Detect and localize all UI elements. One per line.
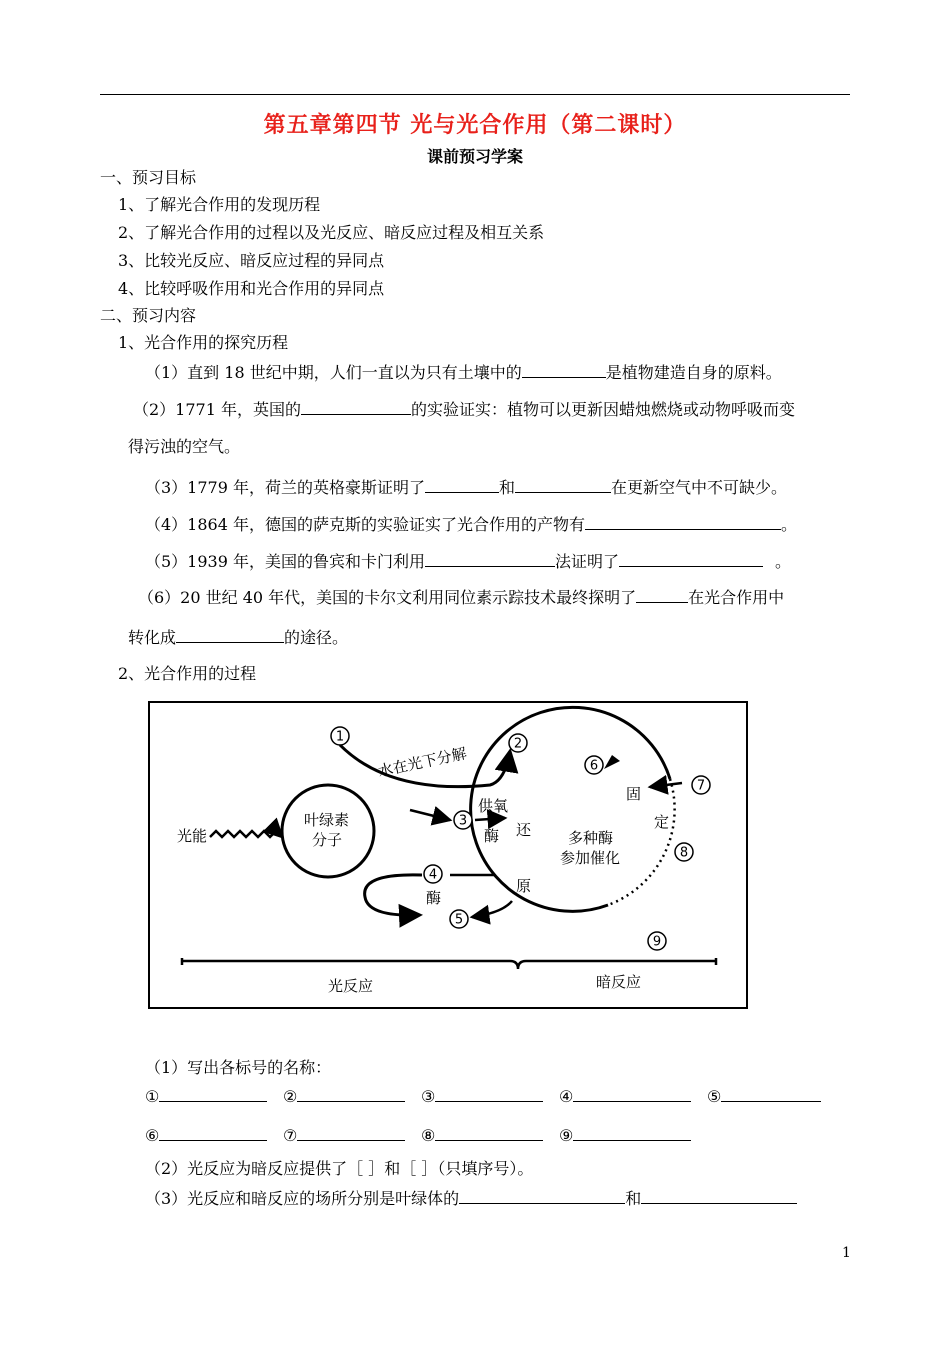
label-marker: ⑤ xyxy=(707,1087,722,1106)
question-location xyxy=(145,1187,797,1209)
answer-blank[interactable] xyxy=(301,398,411,415)
question-2 xyxy=(133,398,795,420)
label-row-2 xyxy=(145,1124,707,1146)
question-text: 。 xyxy=(781,515,798,534)
question-2-cont: 得污浊的空气。 xyxy=(128,437,241,456)
diagram-marker-5: 5 xyxy=(454,912,464,928)
question-text: （3）光反应和暗反应的场所分别是叶绿体的 xyxy=(145,1189,460,1208)
question-text: 的实验证实：植物可以更新因蜡烛燃烧或动物呼吸而变 xyxy=(411,400,796,419)
question-text: （6）20 世纪 40 年代，美国的卡尔文利用同位素示踪技术最终探明了 xyxy=(138,588,637,607)
light-energy-arrow xyxy=(210,831,282,837)
objective-item: 1、了解光合作用的发现历程 xyxy=(118,195,321,214)
question-6-cont xyxy=(128,626,348,648)
diagram-marker-8: 8 xyxy=(679,845,689,861)
page-title: 第五章第四节 光与光合作用（第二课时） xyxy=(263,112,687,138)
diagram-marker-6: 6 xyxy=(589,758,599,774)
nadph-arrow xyxy=(475,818,505,820)
label-marker: ⑨ xyxy=(559,1126,574,1145)
question-text: 转化成 xyxy=(128,628,177,647)
answer-blank[interactable] xyxy=(641,1187,797,1204)
diagram-marker-1: 1 xyxy=(335,729,345,745)
question-text: 和 xyxy=(499,478,516,497)
answer-blank[interactable] xyxy=(425,476,499,493)
question-6 xyxy=(138,586,784,608)
answer-blank[interactable] xyxy=(619,550,763,567)
fixation-label: 固 xyxy=(626,785,642,803)
top-rule xyxy=(100,94,850,95)
oxygen-arrow xyxy=(410,810,450,820)
answer-blank[interactable] xyxy=(297,1085,405,1102)
question-text: 和 xyxy=(625,1189,642,1208)
oxygen-label: 供氧 xyxy=(478,797,509,815)
light-energy-label: 光能 xyxy=(177,827,208,845)
question-text: （3）1779 年，荷兰的英格豪斯证明了 xyxy=(145,478,425,497)
chlorophyll-label: 分子 xyxy=(312,831,343,849)
photosynthesis-diagram xyxy=(148,701,748,1009)
answer-blank[interactable] xyxy=(176,626,284,643)
subsection-history: 1、光合作用的探究历程 xyxy=(118,333,289,352)
water-split-label: 水在光下分解 xyxy=(376,744,469,781)
objective-item: 4、比较呼吸作用和光合作用的异同点 xyxy=(118,279,385,298)
question-1 xyxy=(145,361,782,383)
objective-item: 2、了解光合作用的过程以及光反应、暗反应过程及相互关系 xyxy=(118,223,545,242)
dark-reaction-label: 暗反应 xyxy=(596,973,642,991)
question-3 xyxy=(145,476,787,498)
answer-blank[interactable] xyxy=(636,586,688,603)
answer-blank[interactable] xyxy=(721,1085,821,1102)
question-text: 的途径。 xyxy=(284,628,349,647)
label-marker: ⑧ xyxy=(421,1126,436,1145)
question-text: 是植物建造自身的原料。 xyxy=(605,363,782,382)
question-4 xyxy=(145,513,797,535)
label-marker: ③ xyxy=(421,1087,436,1106)
objective-item: 3、比较光反应、暗反应过程的异同点 xyxy=(118,251,385,270)
answer-blank[interactable] xyxy=(573,1124,691,1141)
reduction-label: 还 xyxy=(516,821,532,839)
section1-heading: 一、预习目标 xyxy=(100,168,197,187)
question-supply: （2）光反应为暗反应提供了［ ］和［ ］（只填序号）。 xyxy=(145,1159,534,1178)
question-text: 在更新空气中不可缺少。 xyxy=(611,478,788,497)
answer-blank[interactable] xyxy=(459,1187,625,1204)
adp-arrow xyxy=(472,901,512,917)
reaction-bracket xyxy=(182,958,716,969)
answer-blank[interactable] xyxy=(297,1124,405,1141)
question-text: 在光合作用中 xyxy=(688,588,785,607)
enzyme-label: 酶 xyxy=(426,889,442,907)
question-text: （5）1939 年，美国的鲁宾和卡门利用 xyxy=(145,552,425,571)
label-row-1 xyxy=(145,1085,845,1107)
label-marker: ① xyxy=(145,1087,160,1106)
diagram-marker-7: 7 xyxy=(696,778,706,794)
question-text: （2）1771 年，英国的 xyxy=(133,400,301,419)
answer-blank[interactable] xyxy=(159,1124,267,1141)
question-text: （1）直到 18 世纪中期，人们一直以为只有土壤中的 xyxy=(145,363,522,382)
page-subtitle: 课前预习学案 xyxy=(426,147,523,166)
label-marker: ⑦ xyxy=(283,1126,298,1145)
enzyme-label: 酶 xyxy=(484,827,500,845)
page-number: 1 xyxy=(842,1245,851,1261)
subsection-process: 2、光合作用的过程 xyxy=(118,664,257,683)
label-marker: ② xyxy=(283,1087,298,1106)
cycle-arrowhead xyxy=(604,755,620,769)
fixation-label: 定 xyxy=(654,813,670,831)
label-marker: ④ xyxy=(559,1087,574,1106)
diagram-marker-3: 3 xyxy=(458,813,468,829)
calvin-cycle-dotted xyxy=(608,779,675,905)
section2-heading: 二、预习内容 xyxy=(100,306,197,325)
diagram-marker-2: 2 xyxy=(513,736,523,752)
enzymes-label: 参加催化 xyxy=(560,849,621,867)
reduction-label: 原 xyxy=(516,877,532,895)
answer-blank[interactable] xyxy=(522,361,606,378)
question-text: （4）1864 年，德国的萨克斯的实验证实了光合作用的产物有 xyxy=(145,515,585,534)
answer-blank[interactable] xyxy=(515,476,611,493)
co2-arrow xyxy=(650,783,682,787)
diagram-marker-9: 9 xyxy=(652,934,662,950)
answer-blank[interactable] xyxy=(585,513,781,530)
enzymes-label: 多种酶 xyxy=(568,829,614,847)
question-names: （1）写出各标号的名称： xyxy=(145,1058,332,1077)
answer-blank[interactable] xyxy=(159,1085,267,1102)
question-5 xyxy=(145,550,791,572)
label-marker: ⑥ xyxy=(145,1126,160,1145)
diagram-marker-4: 4 xyxy=(428,867,438,883)
answer-blank[interactable] xyxy=(435,1124,543,1141)
atp-cycle-arrow-left xyxy=(365,875,422,915)
chlorophyll-label: 叶绿素 xyxy=(304,811,350,829)
answer-blank[interactable] xyxy=(425,550,555,567)
answer-blank[interactable] xyxy=(435,1085,543,1102)
question-text: 。 xyxy=(775,552,792,571)
question-text: 法证明了 xyxy=(555,552,620,571)
light-reaction-label: 光反应 xyxy=(328,977,374,995)
answer-blank[interactable] xyxy=(573,1085,691,1102)
